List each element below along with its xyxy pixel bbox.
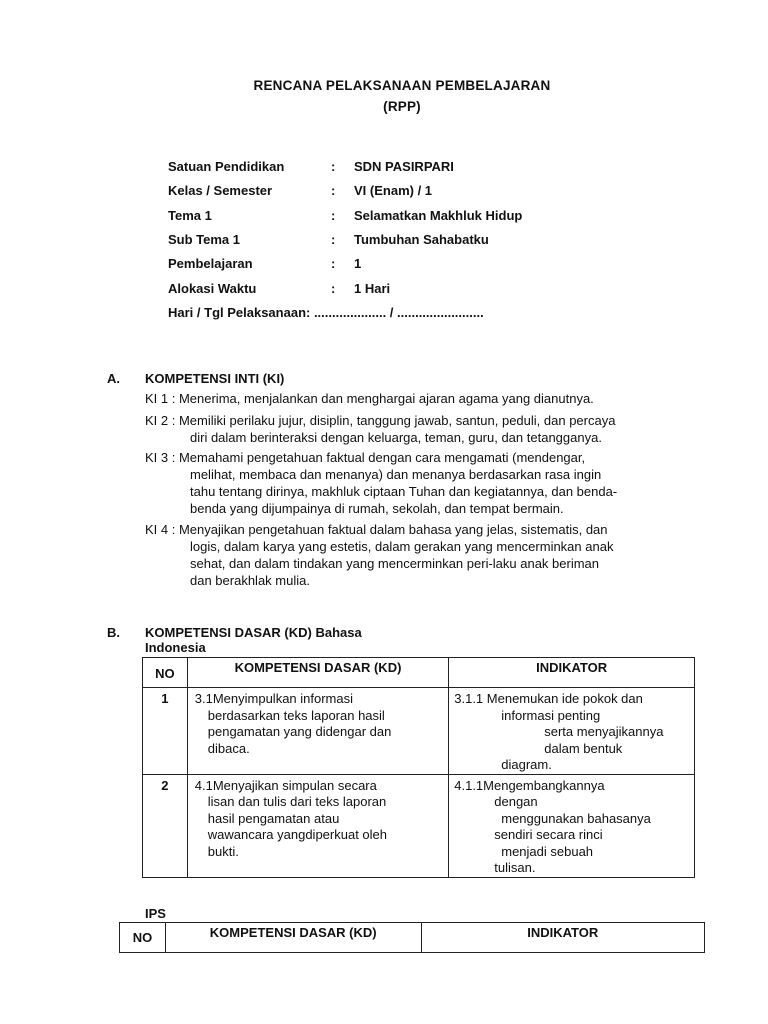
identity-colon: : [331,232,336,247]
ki-text: logis, dalam karya yang estetis, dalam gerakan yang mencerminkan anak [190,539,614,554]
identity-value: 1 Hari [354,281,391,296]
ki-text: tahu tentang dirinya, makhluk ciptaan Tuhan dan kegiatannya, dan benda- [190,484,618,499]
table-header-row [120,923,705,953]
indikator-line: dalam bentuk [544,740,623,756]
ki-2 [145,412,695,446]
identity-label: Kelas / Semester [168,183,273,198]
identity-label: Tema 1 [168,208,212,223]
indikator-line: dengan [494,794,538,809]
ki-3 [145,449,695,517]
kd-line: bukti. [207,843,239,859]
kd-table-ips [119,922,705,953]
table-row [143,688,695,775]
identity-value: VI (Enam) / 1 [354,183,433,198]
identity-colon: : [331,256,336,271]
kd-table-bahasa [142,657,695,878]
identity-label: Satuan Pendidikan [168,159,285,174]
row-kd [187,774,448,877]
indikator-line: sendiri secara rinci [494,827,603,842]
identity-value: SDN PASIRPARI [354,159,454,174]
kd-line: dibaca. [207,740,250,756]
kd-line: wawancara yangdiperkuat oleh [207,827,387,842]
identity-colon: : [331,159,336,174]
ki-text: KI 3 : Memahami pengetahuan faktual dengan cara mengamati (mendengar, [145,450,586,465]
identity-value: Selamatkan Makhluk Hidup [354,208,523,223]
indikator-line: informasi penting [501,707,601,723]
row-kd [187,688,448,775]
ki-text: KI 1 : Menerima, menjalankan dan menghargai ajaran agama yang dianutnya. [145,391,594,406]
kd-line: 3.1Menyimpulkan informasi [194,691,353,706]
identity-label: Pembelajaran [168,256,253,271]
header-no: NO [120,923,166,953]
ki-text: KI 2 : Memiliki perilaku jujur, disiplin, tanggung jawab, santun, peduli, dan percaya [145,413,616,428]
indikator-line: menjadi sebuah [501,843,594,859]
identity-value: 1 [354,256,362,271]
indikator-line: serta menyajikannya [544,724,664,739]
identity-label: Sub Tema 1 [168,232,241,247]
row-indikator [449,688,695,775]
header-kd: KOMPETENSI DASAR (KD) [165,923,421,953]
ki-text: melihat, membaca dan menanya) dan menanya berdasarkan rasa ingin [190,467,602,482]
ki-text: benda yang dijumpainya di rumah, sekolah, dan tempat bermain. [190,501,564,516]
header-kd: KOMPETENSI DASAR (KD) [187,658,448,688]
kd-line: hasil pengamatan atau [207,810,340,826]
ki-1 [145,390,695,407]
identity-colon: : [331,183,336,198]
section-a-letter: A. [107,371,120,386]
ki-text: KI 4 : Menyajikan pengetahuan faktual dalam bahasa yang jelas, sistematis, dan [145,522,608,537]
ki-text: sehat, dan dalam tindakan yang mencerminkan peri-laku anak beriman [190,556,600,571]
section-b-letter: B. [107,625,120,640]
identity-value: Tumbuhan Sahabatku [354,232,489,247]
ki-text: dan berakhlak mulia. [190,573,310,588]
identity-colon: : [331,281,336,296]
kd-line: pengamatan yang didengar dan [207,724,392,739]
row-no: 1 [143,688,188,775]
section-a-title: KOMPETENSI INTI (KI) [145,371,285,386]
ki-text: diri dalam berinteraksi dengan keluarga, teman, guru, dan tetangganya. [190,430,602,445]
header-indikator: INDIKATOR [421,923,705,953]
document-title: RENCANA PELAKSANAAN PEMBELAJARAN [253,78,551,93]
row-no: 2 [143,774,188,877]
kd-line: 4.1Menyajikan simpulan secara [194,777,377,793]
table-row [143,774,695,877]
section-b-title: KOMPETENSI DASAR (KD) Bahasa [145,625,362,640]
ips-title: IPS [145,906,166,921]
header-indikator: INDIKATOR [449,658,695,688]
indikator-line: 3.1.1 Menemukan ide pokok dan [454,691,643,706]
kd-line: berdasarkan teks laporan hasil [207,707,385,723]
ki-4 [145,521,695,589]
indikator-line: menggunakan bahasanya [501,810,651,826]
identity-label: Alokasi Waktu [168,281,257,296]
document-subtitle: (RPP) [383,99,421,114]
date-line: Hari / Tgl Pelaksanaan: .................... / ........................ [168,305,484,320]
indikator-line: diagram. [501,757,552,772]
indikator-line: tulisan. [494,860,536,875]
header-no: NO [143,658,188,688]
indikator-line: 4.1.1Mengembangkannya [454,777,605,793]
kd-line: lisan dan tulis dari teks laporan [207,794,387,809]
identity-colon: : [331,208,336,223]
row-indikator [449,774,695,877]
section-b-title-cont: Indonesia [145,640,206,655]
table-header-row [143,658,695,688]
